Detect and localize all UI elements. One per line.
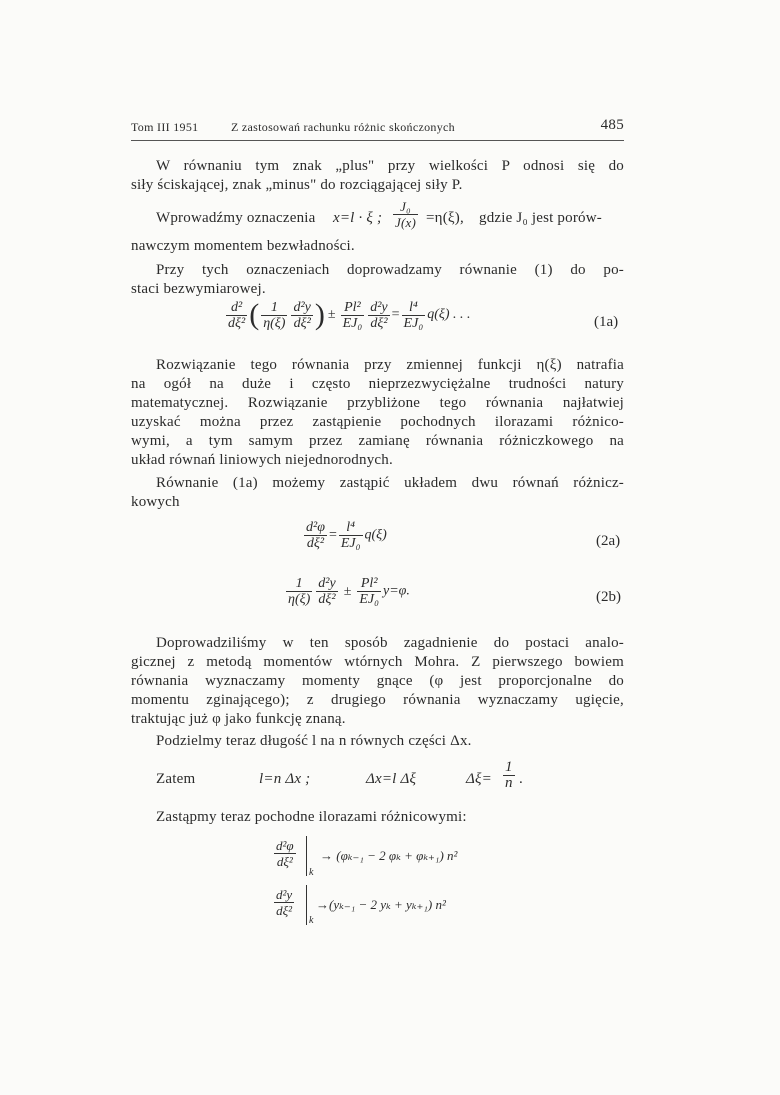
page-number: 485 [600, 117, 624, 133]
paragraph-replace [131, 808, 624, 827]
eq-term: y=φ. [383, 583, 410, 599]
formula-dot: . [519, 771, 523, 787]
formula-dx: Δx=l Δξ [366, 771, 417, 787]
paragraph-divide [131, 732, 624, 751]
formula-x-def: x=l · ξ ; [333, 210, 383, 226]
fraction-numerator: 1 [505, 759, 513, 775]
text-line: Zastąpmy teraz pochodne ilorazami różnicowymi: [156, 809, 467, 825]
eq-term: ± [327, 307, 336, 323]
header-rule [131, 140, 624, 141]
eq-term: d² [226, 300, 247, 316]
eq-term: dξ² [318, 592, 336, 607]
fraction-1-n [503, 760, 515, 791]
formula-l-ndx: l=n Δx ; [259, 771, 311, 787]
running-header [131, 117, 624, 137]
text-line: Doprowadziliśmy w ten sposób zagadnienie do postaci analo- [156, 635, 624, 651]
paragraph-system [131, 474, 624, 512]
difference-y-rhs: →(yₖ₋₁ − 2 yₖ + yₖ₊₁) n² [316, 897, 446, 912]
eq-term: dξ² [228, 315, 246, 331]
eq-term: Pl² [357, 576, 381, 592]
text-line: siły ściskającej, znak „minus" do rozciągającej siły P. [131, 177, 463, 193]
text-line: Rozwiązanie tego równania przy zmiennej funkcji η(ξ) natrafia [156, 357, 624, 373]
paragraph-mohra [131, 634, 624, 729]
eq-term: l⁴ [339, 520, 363, 536]
eq-term: EJ₀ [340, 536, 361, 551]
equation-number: (2b) [596, 589, 621, 605]
paragraph-dimensionless [131, 261, 624, 299]
eq-term: = [328, 527, 337, 543]
difference-phi [272, 838, 298, 869]
text-line: momentu zginającego); z drugiego równania wyznaczamy ugięcie, [131, 692, 624, 708]
running-title: Z zastosowań rachunku różnic skończonych [231, 120, 455, 134]
text-line: W równaniu tym znak „plus" przy wielkości P odnosi się do [156, 158, 624, 174]
zatem-label: Zatem [156, 771, 196, 787]
formula-eta: =η(ξ), [426, 210, 464, 226]
fraction-denominator: J(x) [395, 215, 416, 230]
eq-term: dξ² [276, 903, 293, 918]
text-line: Równanie (1a) możemy zastąpić układem dwu równań różnicz- [156, 475, 624, 491]
subscript-k: k [309, 867, 314, 878]
eq-term: dξ² [306, 536, 325, 551]
text-line: Podzielmy teraz długość l na n równych części Δx. [156, 733, 472, 749]
eq-term: = [391, 307, 400, 323]
eq-term: dξ² [276, 854, 293, 869]
equation-2b [284, 576, 410, 607]
eq-term: 1 [286, 576, 312, 592]
eq-term: l⁴ [402, 300, 426, 316]
text-line: traktując już φ jako funkcję znaną. [131, 711, 346, 727]
evaluation-bar [306, 836, 307, 876]
eq-term: EJ₀ [342, 315, 363, 331]
eq-term: d²y [293, 299, 311, 315]
formula-dxi: Δξ= [466, 771, 492, 787]
eq-term: dξ² [370, 315, 388, 331]
text-line: uzyskać można przez zastąpienie pochodnych ilorazami różnico- [131, 414, 624, 430]
text-line: gicznej z metodą momentów wtórnych Mohra. Z pierwszego bowiem [131, 654, 624, 670]
eq-term: EJ₀ [403, 315, 424, 331]
equation-number: (1a) [594, 314, 619, 330]
eq-term: d²y [276, 887, 293, 902]
text-line: układ równań liniowych niejednorodnych. [131, 452, 393, 468]
eq-term: ± [343, 583, 352, 599]
eq-term: dξ² [293, 315, 311, 331]
eq-term: q(ξ) . . . [427, 307, 471, 323]
text-line: kowych [131, 494, 180, 510]
fraction-numerator: J₀ [393, 199, 418, 215]
volume-label: Tom III 1951 [131, 120, 199, 134]
eq-term: η(ξ) [263, 315, 286, 331]
equation-1a [224, 298, 471, 332]
fraction-j0-jx [393, 199, 418, 230]
equation-2a [302, 520, 387, 551]
eq-term: d²φ [306, 520, 325, 535]
fraction-denominator: n [505, 775, 513, 791]
text-line: nawczym momentem bezwładności. [131, 238, 355, 254]
difference-y [272, 887, 296, 918]
eq-term: q(ξ) [364, 527, 387, 543]
subscript-k: k [309, 915, 314, 926]
text-line: na ogół na duże i często nieprzezwyciężalne trudności natury [131, 376, 624, 392]
eq-term: EJ₀ [359, 592, 380, 607]
text-line: wymi, a tym samym przez zamianę równania różniczkowego na [131, 433, 624, 449]
text-fragment: Wprowadźmy oznaczenia [156, 210, 316, 226]
equation-number: (2a) [596, 533, 621, 549]
text-line: równania wyznaczamy momenty gnące (φ jest proporcjonalne do [131, 673, 624, 689]
text-fragment: gdzie J₀ jest porów- [479, 210, 602, 226]
text-line: matematycznej. Rozwiązanie przybliżone tego równania najłatwiej [131, 395, 624, 411]
eq-term: d²y [370, 299, 388, 315]
paragraph-solution [131, 356, 624, 470]
paragraph-plus-minus [131, 157, 624, 195]
eq-term: 1 [261, 300, 287, 316]
right-paren: ) [314, 298, 325, 331]
eq-term: η(ξ) [288, 592, 311, 607]
text-line: Przy tych oznaczeniach doprowadzamy równanie (1) do po- [156, 262, 624, 278]
eq-term: d²φ [276, 838, 294, 853]
text-line: staci bezwymiarowej. [131, 281, 266, 297]
eq-term: d²y [318, 576, 336, 591]
difference-phi-rhs: → (φₖ₋₁ − 2 φₖ + φₖ₊₁) n² [320, 848, 458, 863]
paragraph-notation [131, 199, 624, 259]
left-paren: ( [249, 298, 260, 331]
zatem-line [131, 760, 624, 800]
evaluation-bar [306, 885, 307, 925]
eq-term: Pl² [341, 300, 365, 316]
